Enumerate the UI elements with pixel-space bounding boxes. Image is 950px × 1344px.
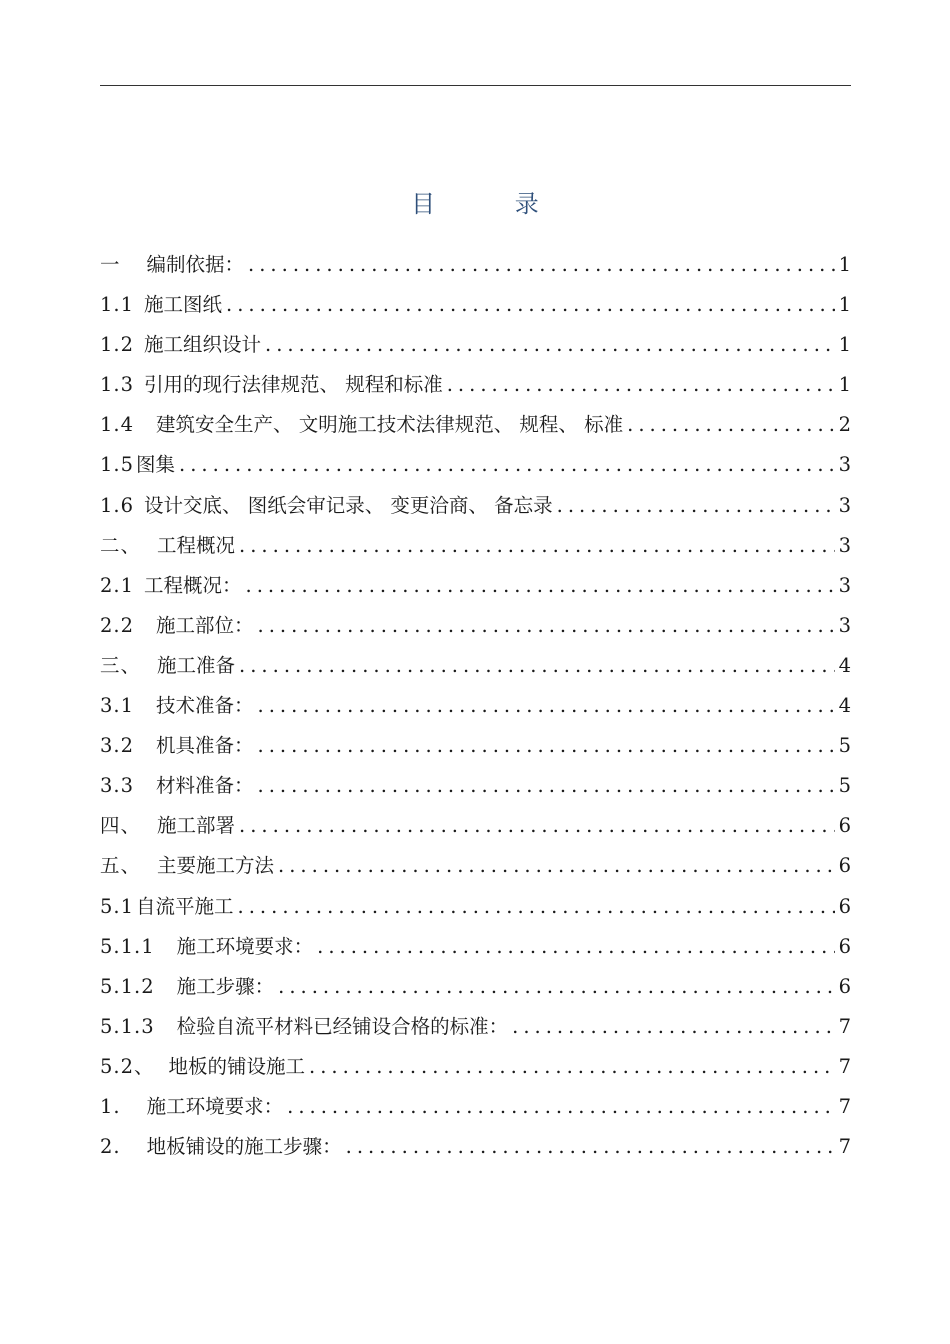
toc-entry[interactable] — [100, 405, 851, 445]
toc-entry-page: 1 — [838, 333, 851, 357]
toc-leader-dots — [258, 686, 835, 726]
toc-entry[interactable] — [100, 325, 851, 365]
toc-entry-number: 四、 — [100, 814, 142, 838]
toc-entry-label: 材料准备： — [156, 774, 254, 798]
toc-entry-label: 图集 — [136, 453, 176, 477]
toc-entry[interactable] — [100, 445, 851, 485]
toc-entry-label: 地板的铺设施工 — [168, 1054, 306, 1078]
toc-entry-number: 5.2、 — [100, 1054, 155, 1078]
toc-entry[interactable] — [100, 486, 851, 526]
toc-entry-page: 7 — [838, 1054, 851, 1078]
toc-entry-number: 1.2 — [100, 333, 135, 357]
toc-entry-label: 检验自流平材料已经铺设合格的标准： — [176, 1014, 509, 1038]
toc-entry-page: 2 — [838, 413, 851, 437]
toc-entry[interactable] — [100, 566, 851, 606]
toc-entry-page: 3 — [838, 613, 851, 637]
toc-entry-number: 5.1.2 — [100, 974, 155, 998]
toc-entry-number: 5.1.1 — [100, 934, 155, 958]
toc-entry-page: 6 — [838, 894, 851, 918]
toc-entry[interactable] — [100, 526, 851, 566]
toc-leader-dots — [246, 566, 835, 606]
toc-entry-number: 一 — [100, 253, 121, 276]
toc-entry[interactable] — [100, 245, 851, 285]
toc-entry-page: 6 — [838, 934, 851, 958]
toc-entry-number: 5.1 — [100, 894, 135, 918]
toc-leader-dots — [238, 887, 835, 927]
toc-entry-number: 1.1 — [100, 293, 135, 317]
toc-leader-dots — [179, 445, 835, 485]
toc-entry-page: 3 — [838, 533, 851, 557]
toc-entry-number: 3.2 — [100, 734, 135, 758]
toc-entry-number: 1.6 — [100, 493, 135, 517]
toc-entry-label: 施工组织设计 — [144, 333, 262, 357]
toc-entry-number: 1. — [100, 1094, 121, 1118]
toc-entry-label: 引用的现行法律规范、 规程和标准 — [144, 373, 443, 397]
toc-entry-number: 3.1 — [100, 694, 135, 718]
toc-leader-dots — [287, 1087, 834, 1127]
toc-entry[interactable] — [100, 887, 851, 927]
toc-leader-dots — [248, 245, 835, 285]
toc-entry-number: 1.5 — [100, 453, 135, 477]
toc-leader-dots — [239, 806, 835, 846]
toc-leader-dots — [512, 1007, 834, 1047]
toc-entry-label: 施工部署 — [157, 814, 236, 838]
toc-entry-page: 7 — [838, 1014, 851, 1038]
toc-entry[interactable] — [100, 365, 851, 405]
toc-entry[interactable] — [100, 1087, 851, 1127]
toc-entry-number: 2.2 — [100, 613, 135, 637]
toc-entry-page: 3 — [838, 453, 851, 477]
toc-entry[interactable] — [100, 285, 851, 325]
toc-leader-dots — [258, 766, 835, 806]
toc-entry[interactable] — [100, 1007, 851, 1047]
toc-entry[interactable] — [100, 646, 851, 686]
toc-entry[interactable] — [100, 967, 851, 1007]
toc-entry-number: 三、 — [100, 653, 142, 677]
toc-leader-dots — [258, 726, 835, 766]
toc-entry-label: 施工准备 — [157, 653, 236, 677]
toc-entry-label: 编制依据： — [146, 253, 245, 276]
toc-entry-label: 建筑安全生产、 文明施工技术法律规范、 规程、 标准 — [156, 413, 624, 437]
toc-entry-label: 自流平施工 — [136, 894, 234, 918]
toc-entry-page: 4 — [838, 653, 851, 677]
toc-entry[interactable] — [100, 1127, 851, 1167]
toc-entry-page: 1 — [838, 373, 851, 397]
toc-entry-label: 主要施工方法 — [157, 854, 275, 878]
toc-leader-dots — [226, 285, 835, 325]
toc-entry[interactable] — [100, 846, 851, 886]
toc-entry-number: 3.3 — [100, 774, 135, 798]
toc-entry-page: 1 — [838, 253, 851, 276]
header-rule — [100, 85, 851, 86]
toc-title: 目 录 — [411, 190, 575, 218]
toc-list — [100, 245, 851, 1167]
toc-leader-dots — [346, 1127, 835, 1167]
toc-leader-dots — [258, 606, 835, 646]
toc-entry-label: 施工环境要求： — [176, 934, 314, 958]
toc-entry[interactable] — [100, 806, 851, 846]
toc-entry-label: 机具准备： — [156, 734, 254, 758]
toc-leader-dots — [278, 846, 835, 886]
toc-entry[interactable] — [100, 686, 851, 726]
toc-entry-page: 6 — [838, 854, 851, 878]
toc-entry-number: 1.3 — [100, 373, 135, 397]
toc-entry-label: 施工环境要求： — [146, 1094, 284, 1118]
toc-leader-dots — [278, 967, 834, 1007]
toc-entry-label: 施工部位： — [156, 613, 254, 637]
toc-entry-number: 五、 — [100, 854, 142, 878]
toc-entry-page: 3 — [838, 573, 851, 597]
toc-entry-page: 5 — [838, 734, 851, 758]
toc-entry[interactable] — [100, 726, 851, 766]
toc-leader-dots — [309, 1047, 835, 1087]
toc-leader-dots — [317, 927, 834, 967]
toc-entry-number: 二、 — [100, 533, 142, 557]
toc-entry-page: 6 — [838, 974, 851, 998]
toc-entry-number: 2. — [100, 1135, 121, 1159]
toc-entry-label: 施工步骤： — [176, 974, 275, 998]
toc-entry-page: 4 — [838, 694, 851, 718]
toc-leader-dots — [239, 526, 835, 566]
toc-entry-page: 7 — [838, 1094, 851, 1118]
toc-entry-label: 工程概况 — [157, 533, 236, 557]
toc-entry-label: 施工图纸 — [144, 293, 223, 317]
toc-entry-label: 工程概况： — [144, 573, 242, 597]
toc-entry-page: 7 — [838, 1135, 851, 1159]
toc-leader-dots — [557, 486, 835, 526]
toc-entry[interactable] — [100, 1047, 851, 1087]
toc-entry-page: 5 — [838, 774, 851, 798]
toc-entry-number: 1.4 — [100, 413, 135, 437]
toc-leader-dots — [239, 646, 835, 686]
toc-entry-page: 1 — [838, 293, 851, 317]
toc-entry[interactable] — [100, 766, 851, 806]
toc-entry-number: 5.1.3 — [100, 1014, 155, 1038]
toc-entry[interactable] — [100, 606, 851, 646]
toc-leader-dots — [627, 405, 834, 445]
toc-entry[interactable] — [100, 927, 851, 967]
toc-entry-label: 设计交底、 图纸会审记录、 变更洽商、 备忘录 — [144, 493, 553, 517]
toc-leader-dots — [265, 325, 835, 365]
toc-entry-label: 地板铺设的施工步骤： — [146, 1135, 342, 1159]
toc-leader-dots — [447, 365, 835, 405]
toc-entry-page: 3 — [838, 493, 851, 517]
toc-entry-number: 2.1 — [100, 573, 135, 597]
toc-entry-label: 技术准备： — [156, 694, 254, 718]
toc-entry-page: 6 — [838, 814, 851, 838]
